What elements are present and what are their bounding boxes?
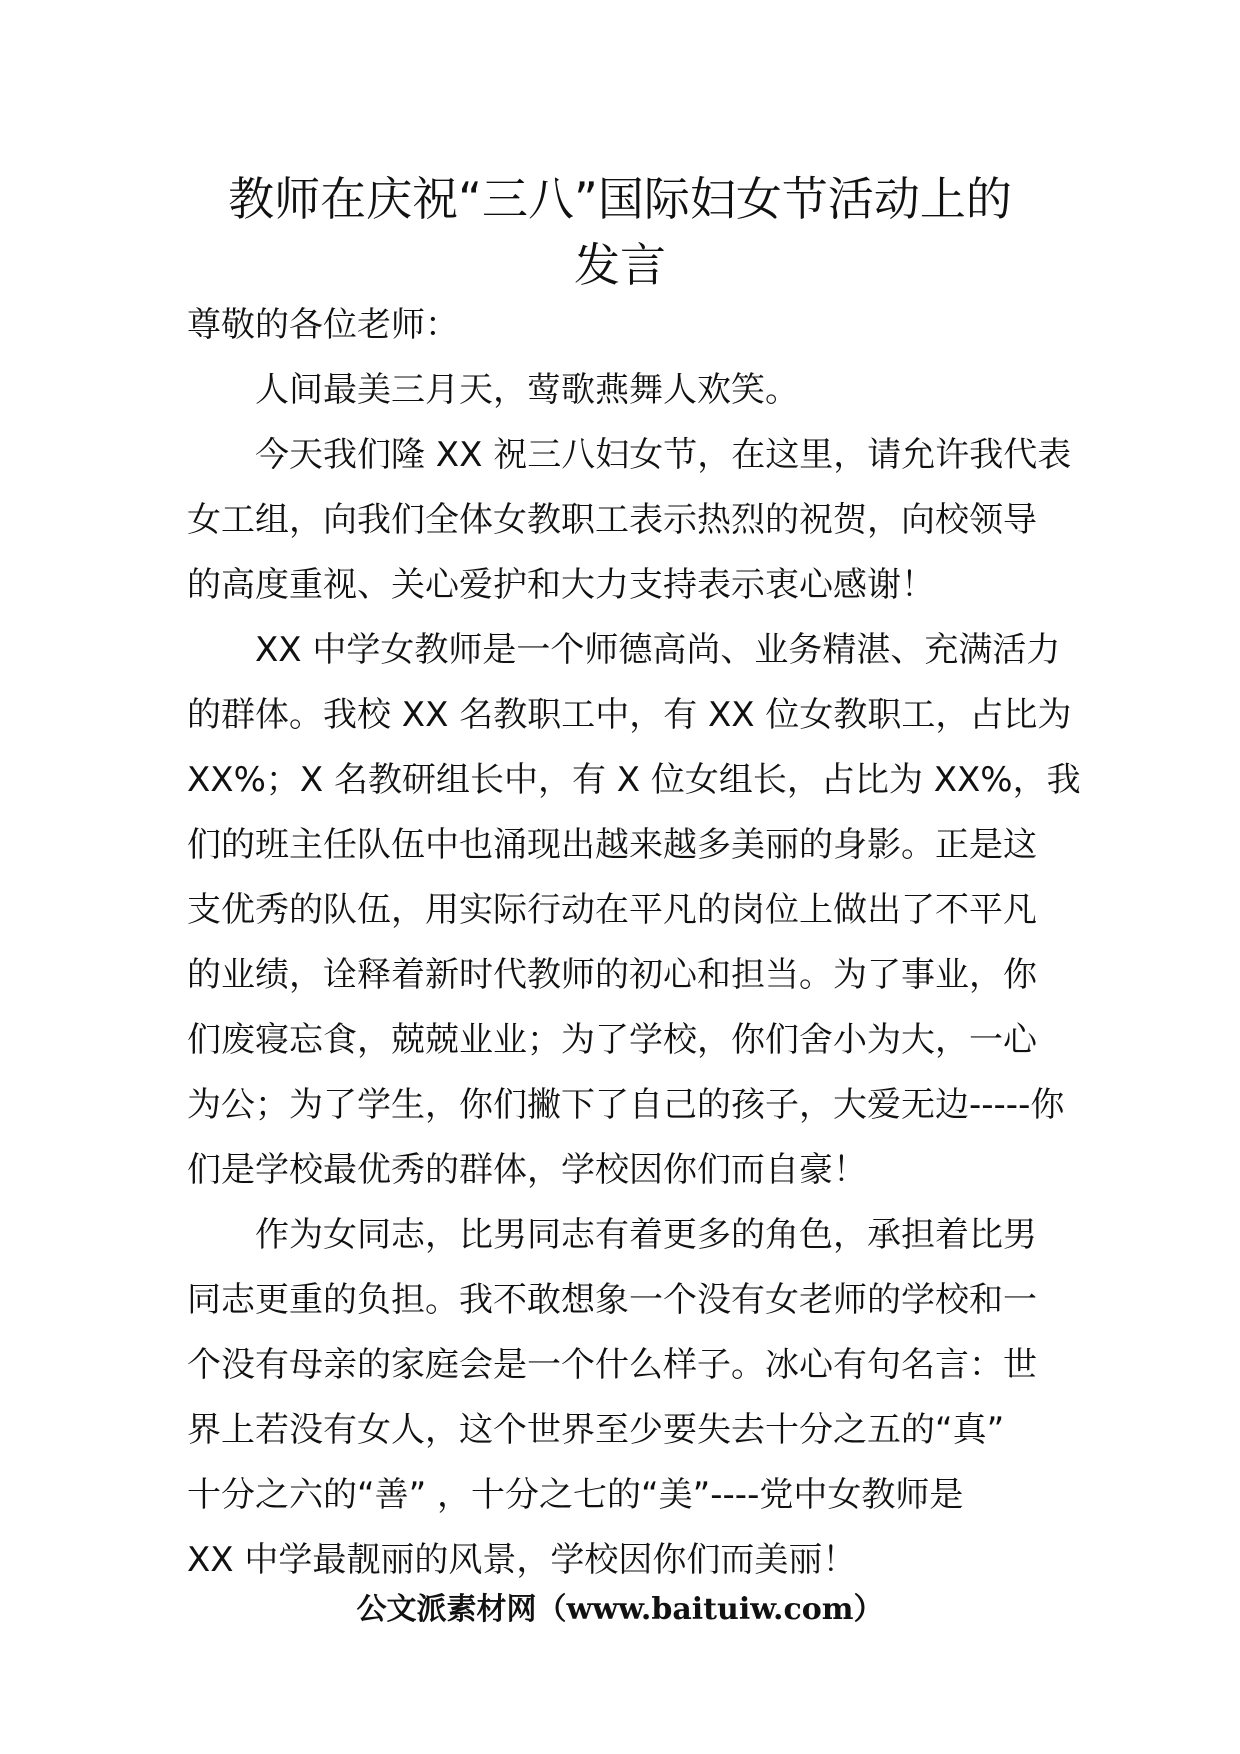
body-line: 作为女同志，比男同志有着更多的角色，承担着比男	[255, 1215, 1037, 1255]
body-line: 为公；为了学生，你们撇下了自己的孩子，大爱无边-----你	[187, 1085, 1065, 1125]
body-line: 个没有母亲的家庭会是一个什么样子。冰心有句名言：世	[187, 1345, 1037, 1385]
body-line: 们废寝忘食，兢兢业业；为了学校，你们舍小为大，一心	[187, 1020, 1037, 1060]
footer-watermark: 公文派素材网（www.baituiw.com）	[356, 1592, 884, 1627]
body-line: 女工组，向我们全体女教职工表示热烈的祝贺，向校领导	[187, 500, 1037, 540]
body-line: 今天我们隆 XX 祝三八妇女节，在这里，请允许我代表	[255, 435, 1072, 475]
body-line: XX%；X 名教研组长中，有 X 位女组长，占比为 XX%，我	[187, 760, 1081, 800]
document-title-line-2: 发言	[574, 238, 666, 292]
body-line: 支优秀的队伍，用实际行动在平凡的岗位上做出了不平凡	[187, 890, 1037, 930]
body-line: 的高度重视、关心爱护和大力支持表示衷心感谢！	[187, 565, 935, 605]
body-line: 们是学校最优秀的群体，学校因你们而自豪！	[187, 1150, 867, 1190]
body-line: 们的班主任队伍中也涌现出越来越多美丽的身影。正是这	[187, 825, 1037, 865]
document-body	[187, 293, 1081, 1593]
body-line: 的业绩，诠释着新时代教师的初心和担当。为了事业，你	[187, 955, 1037, 995]
body-line: 十分之六的“善” ，十分之七的“美”----党中女教师是	[187, 1475, 964, 1515]
body-line: XX 中学最靓丽的风景，学校因你们而美丽！	[187, 1540, 857, 1580]
body-line: 的群体。我校 XX 名教职工中，有 XX 位女教职工，占比为	[187, 695, 1072, 735]
body-line: 界上若没有女人，这个世界至少要失去十分之五的“真”	[187, 1410, 1005, 1450]
greeting: 尊敬的各位老师：	[187, 305, 459, 345]
document-title-line-1: 教师在庆祝“三八”国际妇女节活动上的	[228, 172, 1012, 226]
body-line: 人间最美三月天，莺歌燕舞人欢笑。	[255, 370, 799, 410]
body-line: XX 中学女教师是一个师德高尚、业务精湛、充满活力	[255, 630, 1061, 670]
body-line: 同志更重的负担。我不敢想象一个没有女老师的学校和一	[187, 1280, 1037, 1320]
